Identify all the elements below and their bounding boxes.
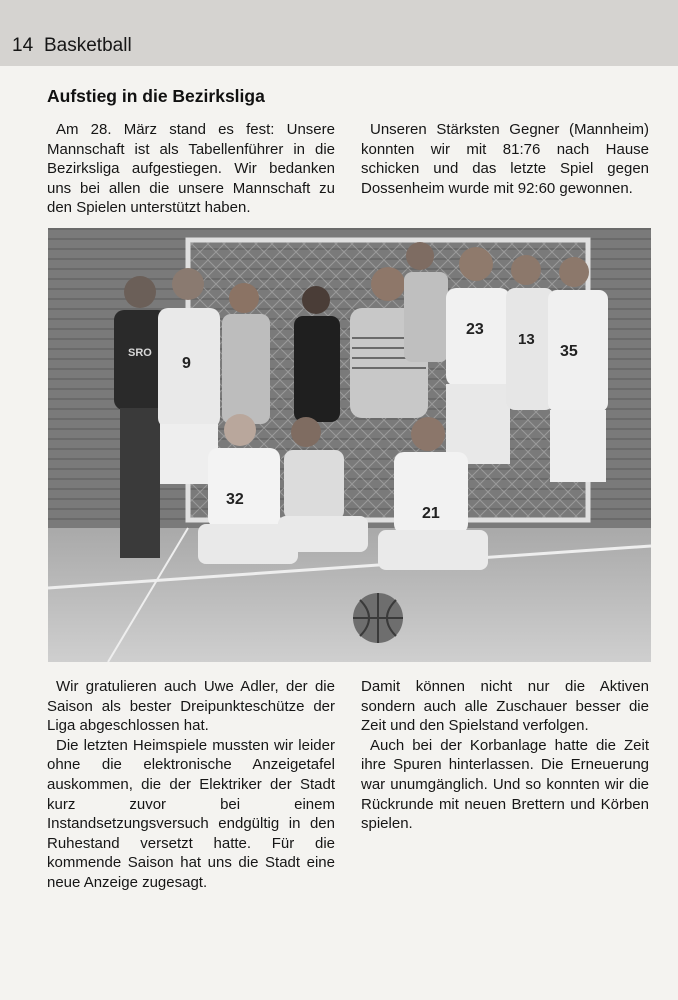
paragraph-hoops: Auch bei der Korbanlage hatte die Zeit ihre Spuren hinterlassen. Die Erneuerung war unumgänglich. Und so konnten wir die Rückrunde mit neuen Brettern und Körben spielen. — [361, 736, 649, 833]
shirt-text: SRO — [128, 347, 152, 359]
paragraph-congratulations: Wir gratulieren auch Uwe Adler, der die Saison als bester Dreipunkteschütze der Liga abgeschlossen hat. — [47, 678, 335, 735]
team-photo — [48, 228, 651, 662]
intro-paragraph: Am 28. März stand es fest: Unsere Mannschaft ist als Tabellenführer in die Bezirksliga aufgestiegen. Wir bedanken uns bei allen die unsere Mannschaft zu den Spielen unterstützt haben. — [47, 121, 335, 217]
jersey-9: 9 — [182, 355, 191, 372]
paragraph-scoreboard: Die letzten Heimspiele mussten wir leider ohne die elektronische Anzeigetafel auskommen, die der Elektriker der Stadt kurz zuvor bei einem Instandsetzungsversuch endgültig in den Ruhestand versetzt hatte. Für die kommende Saison hat uns die Stadt eine neue Anzeige zugesagt. — [47, 736, 335, 891]
jersey-35: 35 — [560, 343, 578, 360]
intro-left-column — [47, 120, 335, 218]
article-headline: Aufstieg in die Bezirksliga — [47, 86, 265, 106]
jersey-21: 21 — [422, 505, 440, 522]
page-number: 14 — [12, 35, 34, 56]
basketball — [353, 593, 403, 643]
jersey-32: 32 — [226, 491, 244, 508]
paragraph-spectators: Damit können nicht nur die Aktiven sondern auch alle Zuschauer besser die Zeit und den Spielstand verfolgen. — [361, 678, 649, 735]
player-35 — [548, 257, 608, 482]
page-header — [0, 0, 678, 66]
intro-right-column — [361, 120, 649, 198]
results-paragraph: Unseren Stärksten Gegner (Mannheim) konnten wir mit 81:76 nach Hause schicken und das letzte Spiel gegen Dossenheim wurde mit 92:60 gewonnen. — [361, 121, 649, 197]
lower-right-column — [361, 677, 649, 834]
jersey-23: 23 — [466, 321, 484, 338]
jersey-13: 13 — [518, 331, 535, 348]
section-title: Basketball — [44, 35, 132, 56]
lower-left-column — [47, 677, 335, 893]
